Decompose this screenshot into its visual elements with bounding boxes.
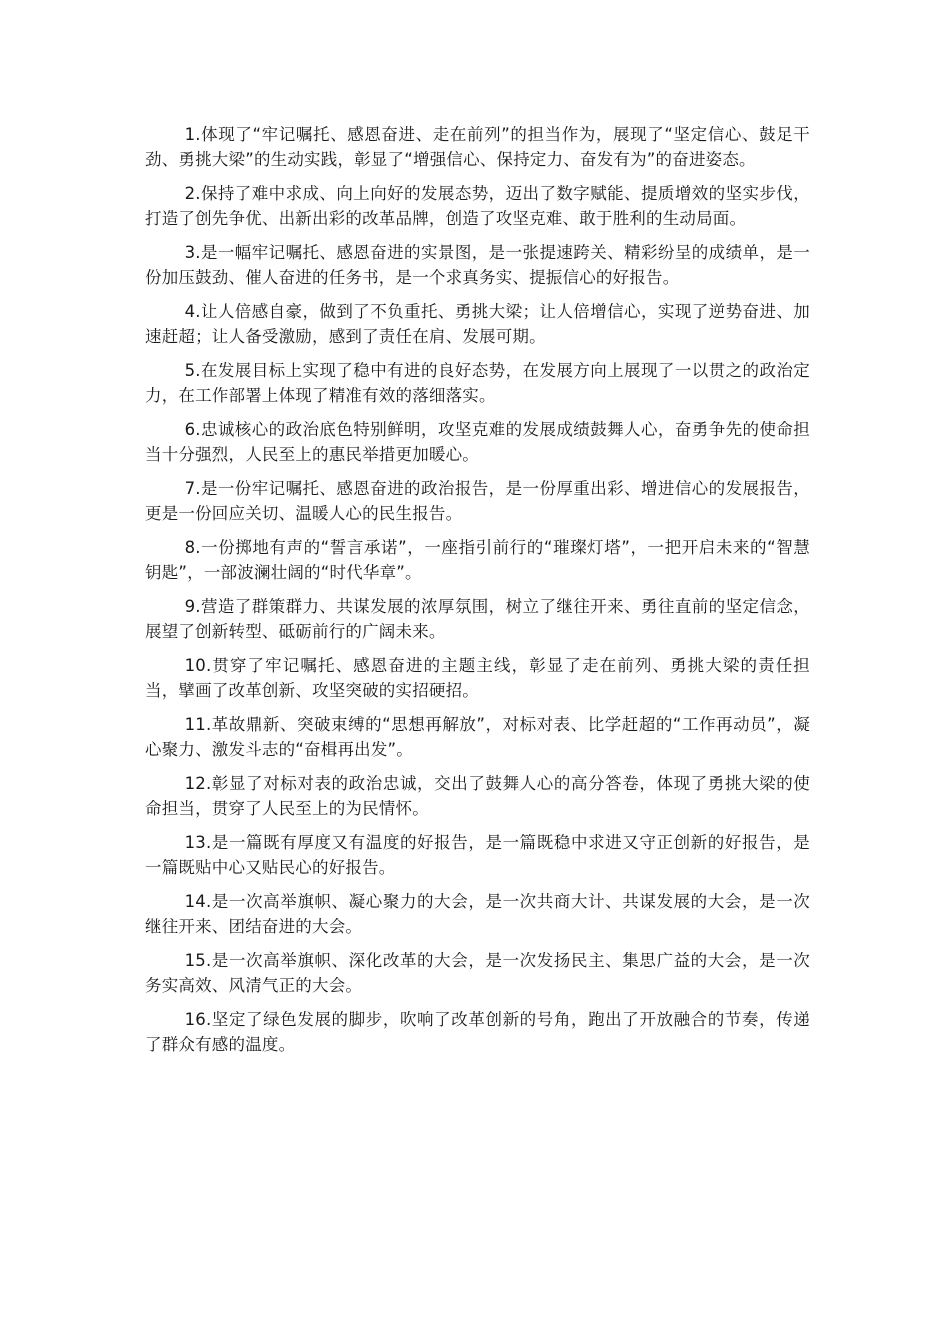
paragraph-15: 15.是一次高举旗帜、深化改革的大会，是一次发扬民主、集思广益的大会，是一次务实高效、风清气正的大会。 <box>145 951 810 995</box>
paragraph-1: 1.体现了“牢记嘱托、感恩奋进、走在前列”的担当作为，展现了“坚定信心、鼓足干劲、勇挑大梁”的生动实践，彰显了“增强信心、保持定力、奋发有为”的奋进姿态。 <box>145 125 810 169</box>
paragraph-9: 9.营造了群策群力、共谋发展的浓厚氛围，树立了继往开来、勇往直前的坚定信念，展望了创新转型、砥砺前行的广阔未来。 <box>145 597 810 641</box>
paragraph-13: 13.是一篇既有厚度又有温度的好报告，是一篇既稳中求进又守正创新的好报告，是一篇既贴中心又贴民心的好报告。 <box>145 833 810 877</box>
paragraph-12: 12.彰显了对标对表的政治忠诚，交出了鼓舞人心的高分答卷，体现了勇挑大梁的使命担当，贯穿了人民至上的为民情怀。 <box>145 774 810 818</box>
paragraph-10: 10.贯穿了牢记嘱托、感恩奋进的主题主线，彰显了走在前列、勇挑大梁的责任担当，擘画了改革创新、攻坚突破的实招硬招。 <box>145 656 810 700</box>
paragraph-8: 8.一份掷地有声的“誓言承诺”，一座指引前行的“璀璨灯塔”，一把开启未来的“智慧钥匙”，一部波澜壮阔的“时代华章”。 <box>145 538 810 582</box>
paragraph-4: 4.让人倍感自豪，做到了不负重托、勇挑大梁；让人倍增信心，实现了逆势奋进、加速赶超；让人备受激励，感到了责任在肩、发展可期。 <box>145 302 810 346</box>
paragraph-16: 16.坚定了绿色发展的脚步，吹响了改革创新的号角，跑出了开放融合的节奏，传递了群众有感的温度。 <box>145 1010 810 1054</box>
paragraph-14: 14.是一次高举旗帜、凝心聚力的大会，是一次共商大计、共谋发展的大会，是一次继往开来、团结奋进的大会。 <box>145 892 810 936</box>
paragraph-2: 2.保持了难中求成、向上向好的发展态势，迈出了数字赋能、提质增效的坚实步伐，打造了创先争优、出新出彩的改革品牌，创造了攻坚克难、敢于胜利的生动局面。 <box>145 184 810 228</box>
paragraph-3: 3.是一幅牢记嘱托、感恩奋进的实景图，是一张提速跨关、精彩纷呈的成绩单，是一份加压鼓劲、催人奋进的任务书，是一个求真务实、提振信心的好报告。 <box>145 243 810 287</box>
document-body <box>145 123 810 1067</box>
paragraph-11: 11.革故鼎新、突破束缚的“思想再解放”，对标对表、比学赶超的“工作再动员”，凝心聚力、激发斗志的“奋楫再出发”。 <box>145 715 810 759</box>
paragraph-7: 7.是一份牢记嘱托、感恩奋进的政治报告，是一份厚重出彩、增进信心的发展报告，更是一份回应关切、温暖人心的民生报告。 <box>145 479 810 523</box>
paragraph-6: 6.忠诚核心的政治底色特别鲜明，攻坚克难的发展成绩鼓舞人心，奋勇争先的使命担当十分强烈，人民至上的惠民举措更加暖心。 <box>145 420 810 464</box>
paragraph-5: 5.在发展目标上实现了稳中有进的良好态势，在发展方向上展现了一以贯之的政治定力，在工作部署上体现了精准有效的落细落实。 <box>145 361 810 405</box>
